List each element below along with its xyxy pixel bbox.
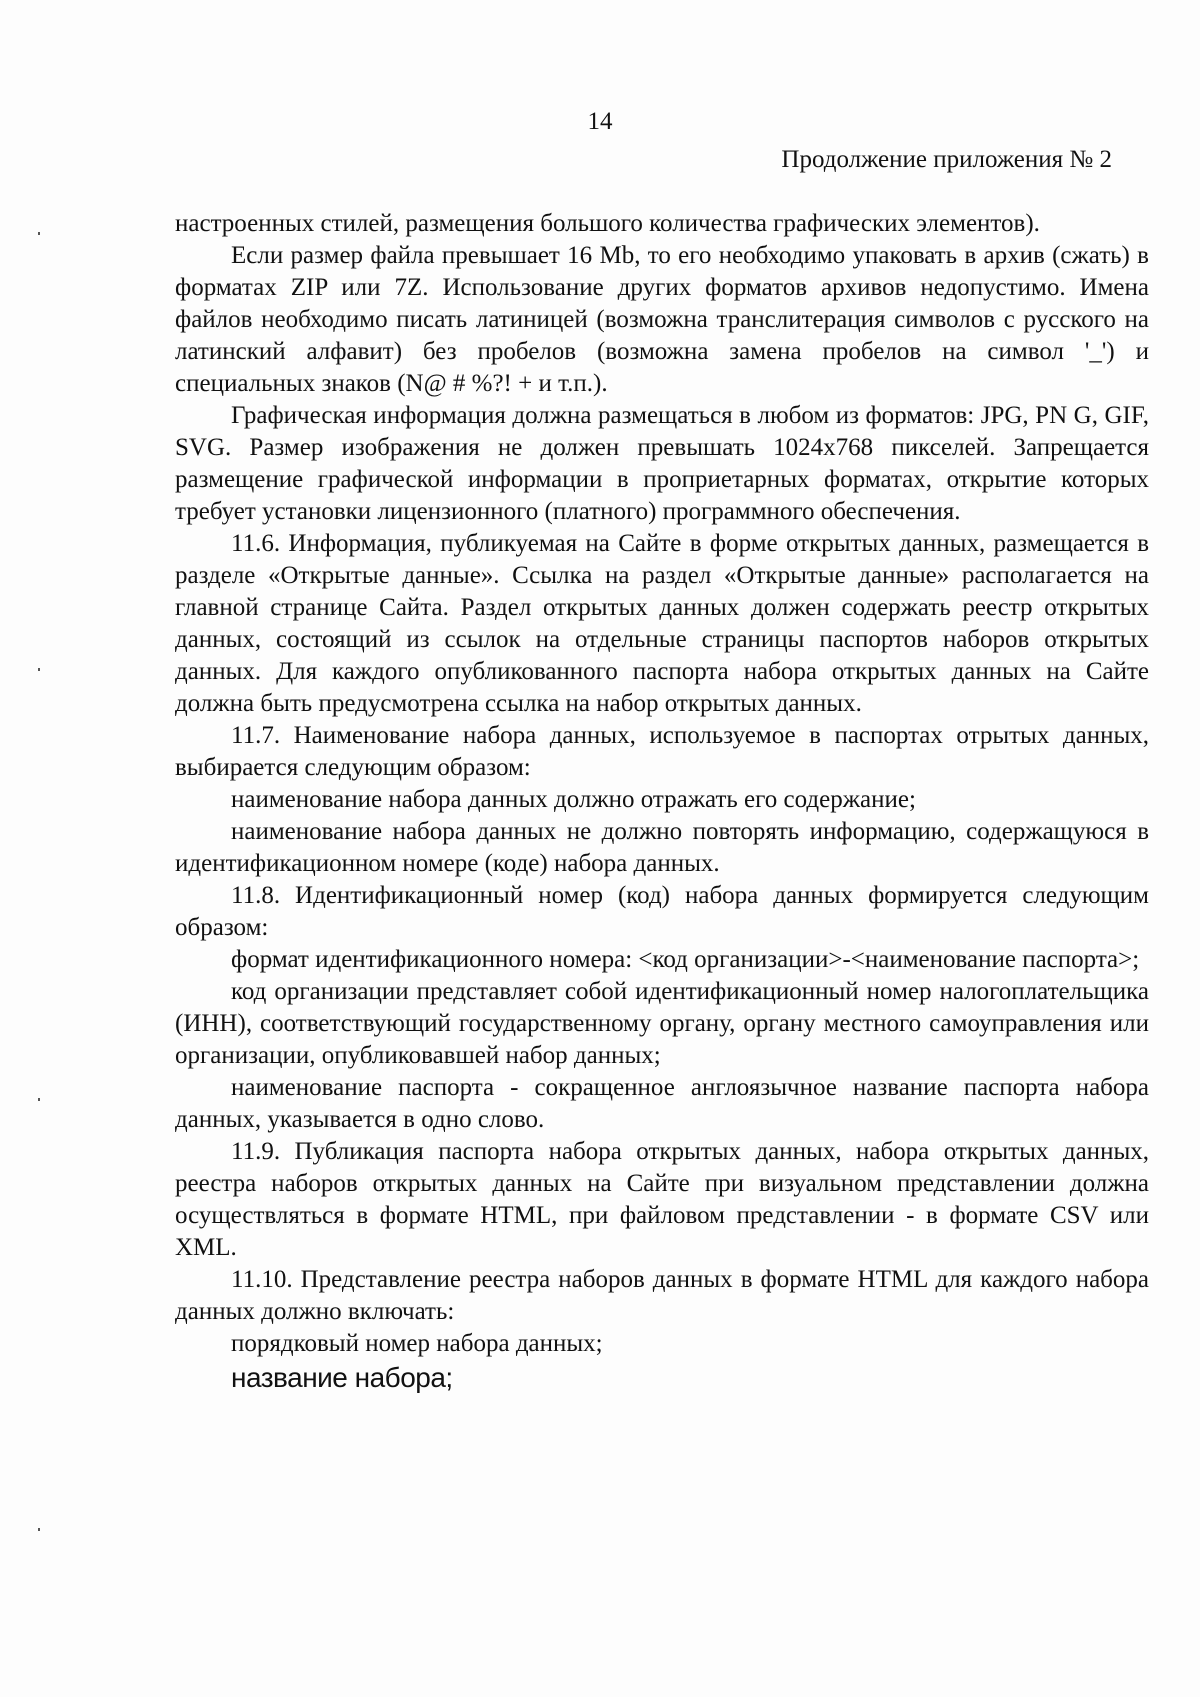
appendix-note: Продолжение приложения № 2 [781,146,1112,173]
list-item-name-content: наименование набора данных должно отражать его содержание; [231,786,916,813]
scan-margin-mark [38,1528,40,1531]
paragraph-file-size: Если размер файла превышает 16 Mb, то его необходимо упаковать в архив (сжать) в форматах ZIP или 7Z. Использование других форматов архивов недопустимо. Имена файлов необходимо писать латиницей (возможна транслитерация символов с русского на латинский алфавит) без пробелов (возможна замена пробелов на символ '_') и специальных знаков (N@ # %?! + и т.п.). [175,242,1149,397]
paragraph-11-9: 11.9. Публикация паспорта набора открытых данных, набора открытых данных, реестра наборов открытых данных на Сайте при визуальном представлении должна осуществляться в формате HTML, при файловом представлении - в формате CSV или XML. [175,1138,1149,1261]
list-item-name-no-repeat: наименование набора данных не должно повторять информацию, содержащуюся в идентификационном номере (коде) набора данных. [175,818,1149,877]
paragraph-11-10: 11.10. Представление реестра наборов данных в формате HTML для каждого набора данных должно включать: [175,1266,1149,1325]
page-number: 14 [587,108,613,135]
list-item-passport-name: наименование паспорта - сокращенное англоязычное название паспорта набора данных, указывается в одно слово. [175,1074,1149,1133]
paragraph-graphics: Графическая информация должна размещаться в любом из форматов: JPG, PN G, GIF, SVG. Размер изображения не должен превышать 1024x768 пикселей. Запрещается размещение графической информации в проприетарных форматах, открытие которых требует установки лицензионного (платного) программного обеспечения. [175,402,1149,525]
scan-margin-mark [38,1098,40,1101]
paragraph-11-7: 11.7. Наименование набора данных, используемое в паспортах отрытых данных, выбирается следующим образом: [175,722,1149,781]
list-item-set-name: название набора; [231,1362,453,1393]
list-item-ordinal-number: порядковый номер набора данных; [231,1330,603,1357]
paragraph-11-8: 11.8. Идентификационный номер (код) набора данных формируется следующим образом: [175,882,1149,941]
list-item-org-code: код организации представляет собой идентификационный номер налогоплательщика (ИНН), соответствующий государственному органу, органу местного самоуправления или организации, опубликовавшей набор данных; [175,978,1149,1069]
scan-margin-mark [38,668,40,671]
document-body [175,208,1149,1394]
paragraph-11-6: 11.6. Информация, публикуемая на Сайте в форме открытых данных, размещается в разделе «Открытые данные». Ссылка на раздел «Открытые данные» располагается на главной странице Сайта. Раздел открытых данных должен содержать реестр открытых данных, состоящий из ссылок на отдельные страницы паспортов наборов открытых данных. Для каждого опубликованного паспорта набора открытых данных на Сайте должна быть предусмотрена ссылка на набор открытых данных. [175,530,1149,717]
list-item-id-format: формат идентификационного номера: <код организации>-<наименование паспорта>; [231,946,1140,973]
paragraph-continuation: настроенных стилей, размещения большого количества графических элементов). [175,210,1040,237]
scan-margin-mark [38,232,40,235]
